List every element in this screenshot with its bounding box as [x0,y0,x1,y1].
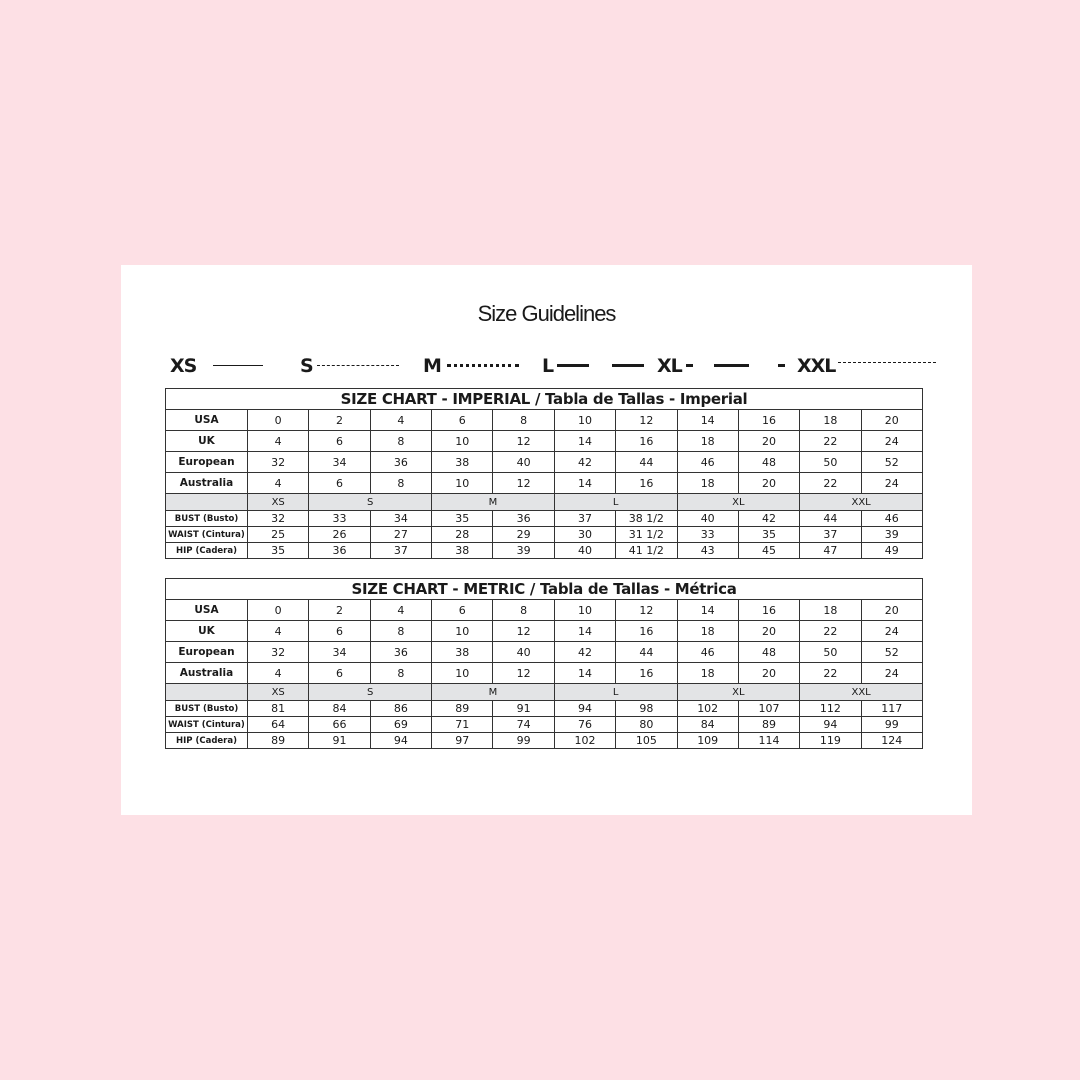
metric-cell: 97 [432,733,493,749]
imperial-size-group-xxl: XXL [800,494,923,511]
metric-cell: 24 [861,621,922,642]
metric-cell: 98 [616,701,677,717]
imperial-cell: 22 [800,473,861,494]
metric-row-australia [166,663,923,684]
metric-cell: 10 [432,663,493,684]
imperial-cell: 24 [861,431,922,452]
imperial-size-group-xl: XL [677,494,800,511]
metric-row-usa [166,600,923,621]
imperial-cell: 42 [554,452,615,473]
metric-cell: 24 [861,663,922,684]
imperial-size-group-m: M [432,494,555,511]
metric-cell: 91 [493,701,554,717]
imperial-cell: 29 [493,527,554,543]
metric-cell: 52 [861,642,922,663]
metric-cell: 22 [800,663,861,684]
imperial-cell: 8 [493,410,554,431]
imperial-cell: 38 [432,452,493,473]
metric-cell: 76 [554,717,615,733]
imperial-cell: 6 [309,431,370,452]
imperial-cell: 32 [248,452,309,473]
metric-row-label: Australia [166,663,248,684]
metric-cell: 6 [432,600,493,621]
metric-cell: 2 [309,600,370,621]
imperial-row-label: Australia [166,473,248,494]
page-title: Size Guidelines [477,301,616,326]
legend-xs-label: XS [170,355,197,377]
imperial-cell: 4 [248,473,309,494]
metric-row-european [166,642,923,663]
metric-cell: 18 [677,621,738,642]
metric-cell: 12 [493,663,554,684]
imperial-cell: 35 [432,511,493,527]
imperial-cell: 20 [738,473,799,494]
legend-xs-line [213,365,263,366]
imperial-size-group-l: L [554,494,677,511]
imperial-cell: 2 [309,410,370,431]
imperial-cell: 27 [370,527,431,543]
metric-cell: 4 [248,621,309,642]
legend-s-label: S [300,355,313,377]
legend-xxl-label: XXL [797,355,836,377]
legend-xl-dot-1 [686,364,691,367]
metric-cell: 94 [554,701,615,717]
legend-xxl-line [838,362,936,363]
metric-cell: 99 [861,717,922,733]
imperial-row-uk [166,431,923,452]
imperial-size-group-row [166,494,923,511]
metric-cell: 36 [370,642,431,663]
imperial-cell: 40 [554,543,615,559]
metric-row-label: USA [166,600,248,621]
metric-measure-label: HIP (Cadera) [166,733,248,749]
metric-cell: 99 [493,733,554,749]
metric-cell: 114 [738,733,799,749]
imperial-row-european [166,452,923,473]
legend-l-line-2 [612,364,644,367]
imperial-cell: 30 [554,527,615,543]
imperial-cell: 39 [861,527,922,543]
metric-cell: 107 [738,701,799,717]
metric-cell: 124 [861,733,922,749]
imperial-cell: 45 [738,543,799,559]
imperial-cell: 46 [861,511,922,527]
metric-cell: 69 [370,717,431,733]
imperial-cell: 6 [432,410,493,431]
metric-cell: 16 [616,621,677,642]
metric-row-label: European [166,642,248,663]
metric-cell: 81 [248,701,309,717]
metric-cell: 6 [309,663,370,684]
legend-s-line [317,365,399,366]
imperial-cell: 38 1/2 [616,511,677,527]
metric-cell: 71 [432,717,493,733]
metric-cell: 16 [616,663,677,684]
legend-m-label: M [423,355,441,377]
metric-size-group-row [166,684,923,701]
metric-row-label: UK [166,621,248,642]
metric-size-group-xl: XL [677,684,800,701]
imperial-cell: 8 [370,473,431,494]
imperial-cell: 14 [554,473,615,494]
metric-cell: 22 [800,621,861,642]
metric-cell: 14 [554,663,615,684]
imperial-cell: 34 [309,452,370,473]
imperial-cell: 34 [370,511,431,527]
imperial-cell: 4 [248,431,309,452]
metric-cell: 14 [554,621,615,642]
metric-size-group-m: M [432,684,555,701]
metric-cell: 102 [677,701,738,717]
imperial-cell: 37 [800,527,861,543]
metric-chart-title: SIZE CHART - METRIC / Tabla de Tallas - Métrica [166,579,923,600]
imperial-cell: 33 [677,527,738,543]
imperial-row-label: USA [166,410,248,431]
legend-l-label: L [542,355,554,377]
imperial-size-group-blank [166,494,248,511]
imperial-cell: 10 [432,473,493,494]
metric-cell: 94 [370,733,431,749]
imperial-cell: 16 [738,410,799,431]
metric-size-chart [165,578,923,749]
imperial-row-label: European [166,452,248,473]
imperial-cell: 50 [800,452,861,473]
imperial-cell: 40 [493,452,554,473]
size-guidelines-card [121,265,972,815]
imperial-cell: 14 [677,410,738,431]
metric-cell: 102 [554,733,615,749]
metric-cell: 14 [677,600,738,621]
imperial-cell: 36 [309,543,370,559]
imperial-cell: 41 1/2 [616,543,677,559]
metric-cell: 94 [800,717,861,733]
imperial-cell: 18 [677,431,738,452]
metric-cell: 117 [861,701,922,717]
imperial-cell: 35 [738,527,799,543]
metric-cell: 80 [616,717,677,733]
metric-cell: 40 [493,642,554,663]
imperial-measure-label: BUST (Busto) [166,511,248,527]
metric-cell: 12 [616,600,677,621]
metric-size-group-l: L [554,684,677,701]
metric-row-uk [166,621,923,642]
metric-measure-label: BUST (Busto) [166,701,248,717]
metric-cell: 20 [738,621,799,642]
metric-cell: 74 [493,717,554,733]
imperial-size-chart [165,388,923,559]
imperial-cell: 44 [616,452,677,473]
metric-cell: 109 [677,733,738,749]
metric-cell: 10 [432,621,493,642]
metric-cell: 32 [248,642,309,663]
imperial-cell: 49 [861,543,922,559]
imperial-cell: 31 1/2 [616,527,677,543]
imperial-cell: 38 [432,543,493,559]
imperial-cell: 10 [432,431,493,452]
imperial-cell: 35 [248,543,309,559]
imperial-cell: 37 [554,511,615,527]
imperial-cell: 48 [738,452,799,473]
imperial-cell: 33 [309,511,370,527]
metric-cell: 112 [800,701,861,717]
legend-xl-dot-2 [778,364,783,367]
metric-cell: 84 [677,717,738,733]
imperial-cell: 14 [554,431,615,452]
legend-xl-label: XL [657,355,682,377]
metric-size-group-xs: XS [248,684,309,701]
metric-cell: 0 [248,600,309,621]
metric-cell: 18 [800,600,861,621]
metric-cell: 4 [248,663,309,684]
imperial-measure-label: WAIST (Cintura) [166,527,248,543]
metric-cell: 86 [370,701,431,717]
metric-cell: 119 [800,733,861,749]
metric-cell: 8 [370,663,431,684]
metric-cell: 89 [248,733,309,749]
imperial-cell: 25 [248,527,309,543]
metric-cell: 42 [554,642,615,663]
imperial-cell: 4 [370,410,431,431]
imperial-cell: 8 [370,431,431,452]
imperial-cell: 10 [554,410,615,431]
metric-cell: 84 [309,701,370,717]
metric-cell: 48 [738,642,799,663]
metric-cell: 50 [800,642,861,663]
metric-size-group-blank [166,684,248,701]
imperial-cell: 28 [432,527,493,543]
imperial-cell: 12 [493,473,554,494]
imperial-measure-row [166,511,923,527]
imperial-cell: 16 [616,431,677,452]
metric-cell: 12 [493,621,554,642]
metric-cell: 66 [309,717,370,733]
imperial-cell: 0 [248,410,309,431]
metric-cell: 34 [309,642,370,663]
imperial-cell: 24 [861,473,922,494]
legend-xl-line [714,364,749,367]
metric-measure-row [166,733,923,749]
metric-cell: 105 [616,733,677,749]
imperial-cell: 40 [677,511,738,527]
imperial-cell: 22 [800,431,861,452]
imperial-cell: 6 [309,473,370,494]
metric-measure-label: WAIST (Cintura) [166,717,248,733]
imperial-cell: 32 [248,511,309,527]
imperial-cell: 44 [800,511,861,527]
metric-cell: 20 [861,600,922,621]
imperial-cell: 12 [616,410,677,431]
metric-cell: 89 [432,701,493,717]
metric-cell: 16 [738,600,799,621]
metric-cell: 18 [677,663,738,684]
imperial-cell: 18 [800,410,861,431]
metric-cell: 10 [554,600,615,621]
metric-cell: 89 [738,717,799,733]
imperial-row-australia [166,473,923,494]
metric-measure-row [166,717,923,733]
legend-m-line [447,364,519,367]
imperial-cell: 18 [677,473,738,494]
imperial-row-usa [166,410,923,431]
imperial-cell: 12 [493,431,554,452]
imperial-measure-row [166,543,923,559]
legend-l-line-1 [557,364,589,367]
size-line-legend [121,351,972,381]
metric-size-group-s: S [309,684,432,701]
imperial-measure-row [166,527,923,543]
imperial-size-group-xs: XS [248,494,309,511]
imperial-cell: 26 [309,527,370,543]
imperial-cell: 37 [370,543,431,559]
metric-cell: 4 [370,600,431,621]
imperial-cell: 16 [616,473,677,494]
imperial-cell: 39 [493,543,554,559]
imperial-cell: 36 [370,452,431,473]
metric-cell: 6 [309,621,370,642]
metric-cell: 20 [738,663,799,684]
imperial-cell: 42 [738,511,799,527]
imperial-cell: 43 [677,543,738,559]
imperial-measure-label: HIP (Cadera) [166,543,248,559]
imperial-cell: 52 [861,452,922,473]
imperial-cell: 20 [861,410,922,431]
metric-cell: 91 [309,733,370,749]
imperial-row-label: UK [166,431,248,452]
metric-size-group-xxl: XXL [800,684,923,701]
metric-cell: 38 [432,642,493,663]
imperial-cell: 36 [493,511,554,527]
metric-cell: 46 [677,642,738,663]
imperial-size-group-s: S [309,494,432,511]
imperial-chart-title: SIZE CHART - IMPERIAL / Tabla de Tallas - Imperial [166,389,923,410]
imperial-cell: 20 [738,431,799,452]
metric-measure-row [166,701,923,717]
metric-cell: 64 [248,717,309,733]
metric-cell: 8 [370,621,431,642]
imperial-cell: 47 [800,543,861,559]
imperial-cell: 46 [677,452,738,473]
metric-cell: 8 [493,600,554,621]
metric-cell: 44 [616,642,677,663]
